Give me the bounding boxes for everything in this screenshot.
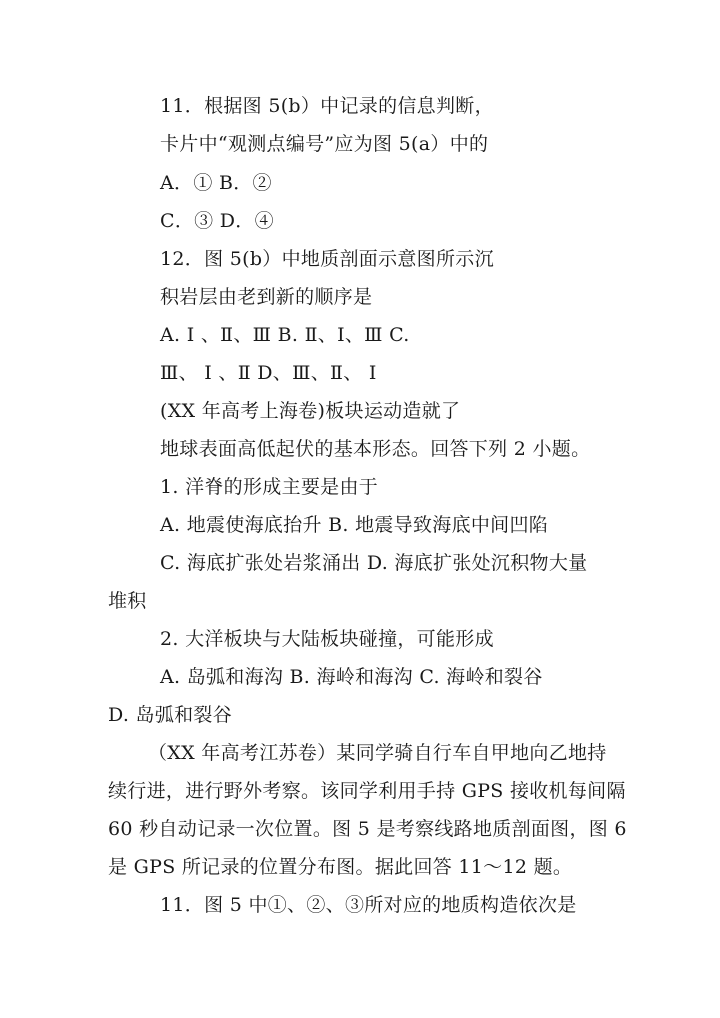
jiangsu-intro-line4: 是 GPS 所记录的位置分布图。据此回答 11～12 题。 [108,856,573,878]
sh-q2-stem: 2. 大洋板块与大陆板块碰撞，可能形成 [160,628,494,650]
q11-options-cd: C．③ D．④ [160,210,274,232]
sh-q1-stem: 1. 洋脊的形成主要是由于 [160,476,379,498]
shanghai-intro-line2: 地球表面高低起伏的基本形态。回答下列 2 小题。 [160,438,591,460]
q12-options-line2: Ⅲ、 Ⅰ 、Ⅱ D、Ⅲ、Ⅱ、 Ⅰ [160,362,377,384]
js-q11-stem: 11．图 5 中①、②、③所对应的地质构造依次是 [160,894,577,916]
q12-options-line1: A. Ⅰ 、Ⅱ、Ⅲ B. Ⅱ、Ⅰ、Ⅲ C. [160,324,410,346]
sh-q2-options-abc: A. 岛弧和海沟 B. 海岭和海沟 C. 海岭和裂谷 [160,666,543,688]
jiangsu-intro-line1: （XX 年高考江苏卷）某同学骑自行车自甲地向乙地持 [148,742,607,764]
q12-line2: 积岩层由老到新的顺序是 [160,286,373,308]
jiangsu-intro-line2: 续行进，进行野外考察。该同学利用手持 GPS 接收机每间隔 [108,780,626,802]
q11-options-ab: A．① B．② [160,172,272,194]
jiangsu-intro-line3: 60 秒自动记录一次位置。图 5 是考察线路地质剖面图，图 6 [108,818,627,840]
shanghai-intro-line1: (XX 年高考上海卷)板块运动造就了 [160,400,461,422]
q11-line1: 11．根据图 5(b）中记录的信息判断， [160,95,494,117]
q12-line1: 12．图 5(b）中地质剖面示意图所示沉 [160,248,494,270]
sh-q1-options-cd: C. 海底扩张处岩浆涌出 D. 海底扩张处沉积物大量 [160,552,588,574]
sh-q2-option-d: D. 岛弧和裂谷 [108,704,233,726]
sh-q1-options-ab: A. 地震使海底抬升 B. 地震导致海底中间凹陷 [160,514,549,536]
q11-line2: 卡片中“观测点编号”应为图 5(a）中的 [160,133,489,155]
sh-q1-options-cd-wrap: 堆积 [108,590,147,612]
